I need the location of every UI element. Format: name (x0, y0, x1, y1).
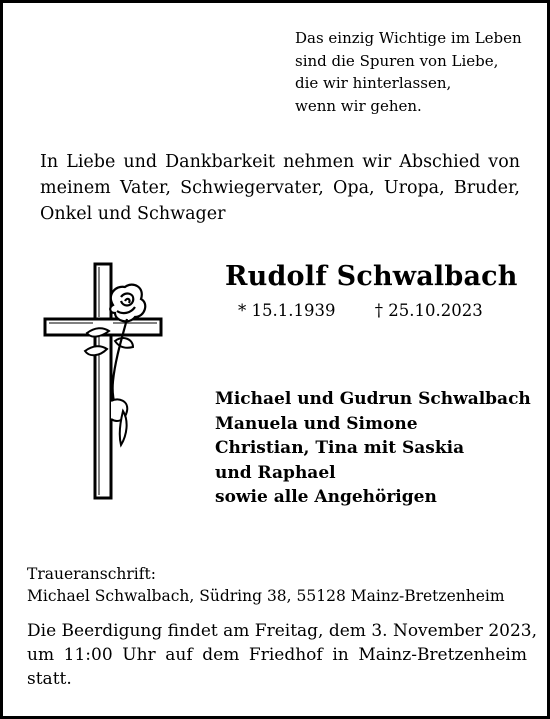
funeral-line: um 11:00 Uhr auf dem Friedhof in Mainz-Bretzenheim (27, 645, 527, 665)
memorial-quote (295, 27, 535, 117)
family-line: sowie alle Angehörigen (215, 487, 437, 507)
life-dates (238, 301, 538, 320)
cross-with-rose-icon (41, 261, 201, 501)
quote-line: wenn wir gehen. (295, 96, 422, 115)
deceased-name: Rudolf Schwalbach (225, 261, 518, 292)
quote-line: Das einzig Wichtige im Leben (295, 29, 522, 47)
family-signatures (215, 387, 531, 510)
funeral-line: Die Beerdigung findet am Freitag, dem 3. November 2023, (27, 621, 537, 641)
family-line: und Raphael (215, 462, 336, 483)
quote-line: die wir hinterlassen, (295, 74, 452, 92)
death-date: † 25.10.2023 (374, 301, 483, 320)
family-line: Christian, Tina mit Saskia (215, 438, 465, 458)
quote-line: sind die Spuren von Liebe, (295, 51, 499, 70)
intro-text (40, 149, 520, 227)
family-line: Michael und Gudrun Schwalbach (215, 389, 531, 409)
mourning-address (27, 563, 505, 607)
birth-date: * 15.1.1939 (238, 301, 336, 320)
intro-line: meinem Vater, Schwiegervater, Opa, Uropa, Bruder, (40, 178, 520, 198)
address-text: Michael Schwalbach, Südring 38, 55128 Mainz-Bretzenheim (27, 587, 505, 605)
intro-line: Onkel und Schwager (40, 204, 226, 224)
address-label: Traueranschrift: (27, 565, 156, 583)
funeral-line: statt. (27, 669, 72, 689)
funeral-notice (27, 619, 537, 691)
intro-line: In Liebe und Dankbarkeit nehmen wir Abschied von (40, 152, 520, 172)
family-line: Manuela und Simone (215, 413, 418, 434)
